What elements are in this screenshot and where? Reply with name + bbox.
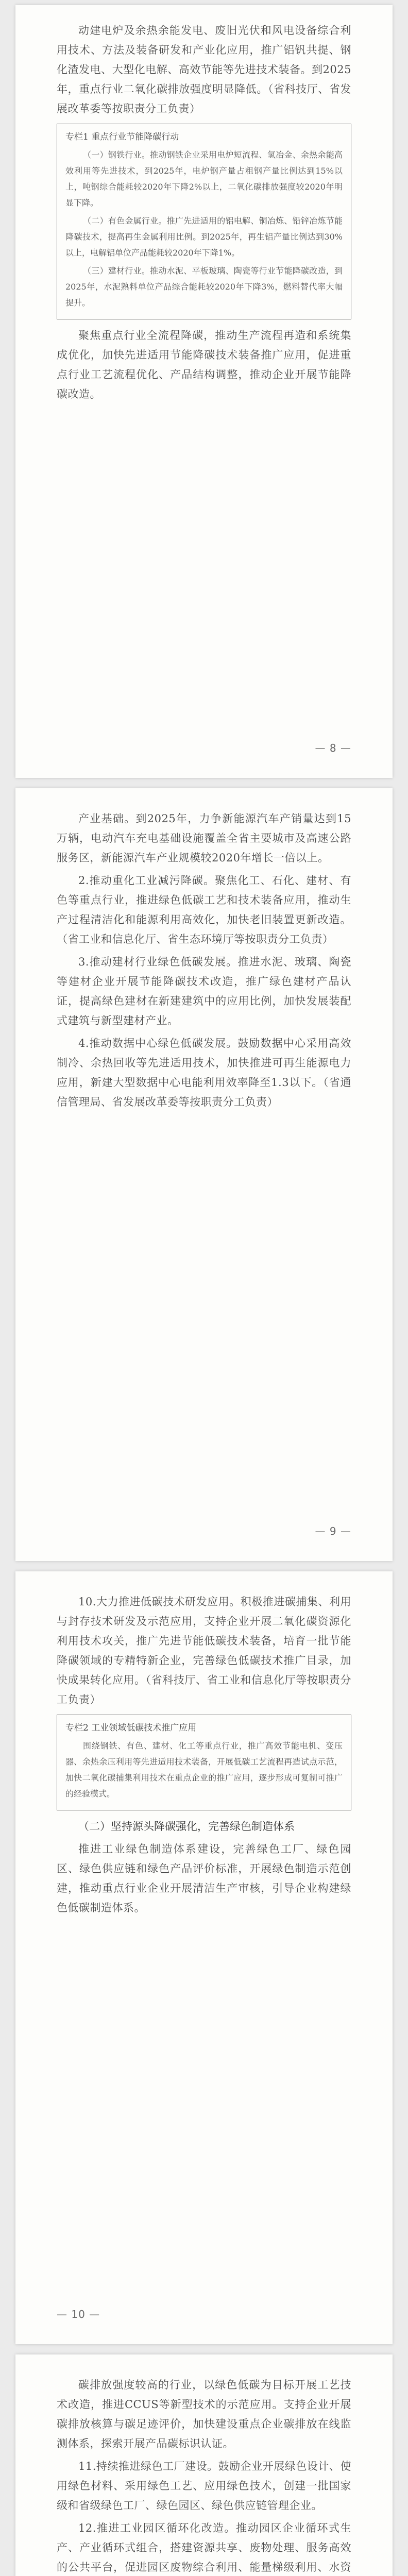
paragraph: 碳排放强度较高的行业，以绿色低碳为目标开展工艺技术改造，推进CCUS等新型技术的示范应用。支持企业开展碳排放核算与碳足迹评价，加快建设重点企业碳排放在线监测体系，探索开展产品碳标识认证。	[57, 2379, 351, 2450]
callout-paragraph: 围绕钢铁、有色、建材、化工等重点行业，推广高效节能电机、变压器、余热余压利用等先进适用技术装备，开展低碳工艺流程再造试点示范，加快二氧化碳捕集利用技术在重点企业的推广应用，逐步形成可复制可推广的经验模式。	[65, 1741, 343, 1799]
callout-title: 专栏2 工业领域低碳技术推广应用	[65, 1723, 197, 1733]
document-page-3	[15, 1571, 393, 2344]
document-page-4	[15, 2354, 393, 2576]
paragraph: 12.推进工业园区循环化改造。推动园区企业循环式生产、产业循环式组合，搭建资源共享、废物处理、服务高效的公共平台，促进园区废物综合利用、能量梯级利用、水资	[57, 2522, 351, 2573]
callout-box	[57, 124, 351, 319]
page-number: — 9 —	[315, 1525, 351, 1537]
callout-paragraph: （一）钢铁行业。推动钢铁企业采用电炉短流程、氢冶金、余热余能高效利用等先进技术，到2025年，电炉钢产量占粗钢产量比例达到15%以上，吨钢综合能耗较2020年下降2%以上，二氧化碳排放强度较2020年明显下降。	[65, 150, 343, 208]
paragraph: 4.推动数据中心绿色低碳发展。鼓励数据中心采用高效制冷、余热回收等先进适用技术，加快推进可再生能源电力应用，新建大型数据中心电能利用效率降至1.3以下。（省通信管理局、省发展改革委等按职责分工负责）	[57, 1037, 351, 1108]
document-page-1	[15, 5, 393, 778]
section-heading: （二）坚持源头降碳强化，完善绿色制造体系	[78, 1820, 295, 1833]
paragraph: 3.推动建材行业绿色低碳发展。推进水泥、玻璃、陶瓷等建材企业开展节能降碳技术改造，推广绿色建材产品认证，提高绿色建材在新建建筑中的应用比例，加快发展装配式建筑与新型建材产业。	[57, 956, 351, 1027]
callout-box	[57, 1715, 351, 1810]
callout-paragraph: （三）建材行业。推动水泥、平板玻璃、陶瓷等行业节能降碳改造，到2025年，水泥熟料单位产品综合能耗较2020年下降3%，燃料替代率大幅提升。	[65, 266, 343, 308]
page-number: — 10 —	[57, 2308, 100, 2320]
paragraph: 2.推动重化工业减污降碳。聚焦化工、石化、建材、有色等重点行业，推进绿色低碳工艺和技术装备应用，推动生产过程清洁化和能源利用高效化，加快老旧装置更新改造。（省工业和信息化厅、省生态环境厅等按职责分工负责）	[57, 874, 351, 945]
page-number: — 8 —	[315, 742, 351, 754]
paragraph: 推进工业绿色制造体系建设，完善绿色工厂、绿色园区、绿色供应链和绿色产品评价标准，开展绿色制造示范创建，推动重点行业企业开展清洁生产审核，引导企业构建绿色低碳制造体系。	[57, 1843, 351, 1914]
paragraph: 10.大力推进低碳技术研发应用。积极推进碳捕集、利用与封存技术研发及示范应用，支持企业开展二氧化碳资源化利用技术攻关，推广先进节能低碳技术装备，培育一批节能降碳领域的专精特新企业，完善绿色低碳技术推广目录，加快成果转化应用。（省科技厅、省工业和信息化厅等按职责分工负责）	[57, 1596, 351, 1706]
callout-paragraph: （二）有色金属行业。推广先进适用的铝电解、铜冶炼、铅锌冶炼节能降碳技术，提高再生金属利用比例。到2025年，再生铝产量比例达到30%以上，电解铝单位产品能耗较2020年下降1%。	[65, 216, 343, 258]
paragraph: 产业基础。到2025年，力争新能源汽车产销量达到15万辆，电动汽车充电基础设施覆盖全省主要城市及高速公路服务区，新能源汽车产业规模较2020年增长一倍以上。	[57, 812, 351, 864]
paragraph: 动建电炉及余热余能发电、废旧光伏和风电设备综合利用技术、方法及装备研发和产业化应用，推广铝钒共提、钢化渣发电、大型化电解、高效节能等先进技术装备。到2025年，重点行业二氧化碳排放强度明显降低。（省科技厅、省发展改革委等按职责分工负责）	[57, 24, 351, 115]
callout-title: 专栏1 重点行业节能降碳行动	[65, 132, 179, 142]
paragraph: 聚焦重点行业全流程降碳，推动生产流程再造和系统集成优化，加快先进适用节能降碳技术装备推广应用，促进重点行业工艺流程优化、产品结构调整，推动企业开展节能降碳改造。	[57, 329, 351, 400]
document-page-2	[15, 788, 393, 1561]
paragraph: 11.持续推进绿色工厂建设。鼓励企业开展绿色设计、使用绿色材料、采用绿色工艺、应用绿色技术，创建一批国家级和省级绿色工厂、绿色园区、绿色供应链管理企业。	[57, 2460, 351, 2512]
